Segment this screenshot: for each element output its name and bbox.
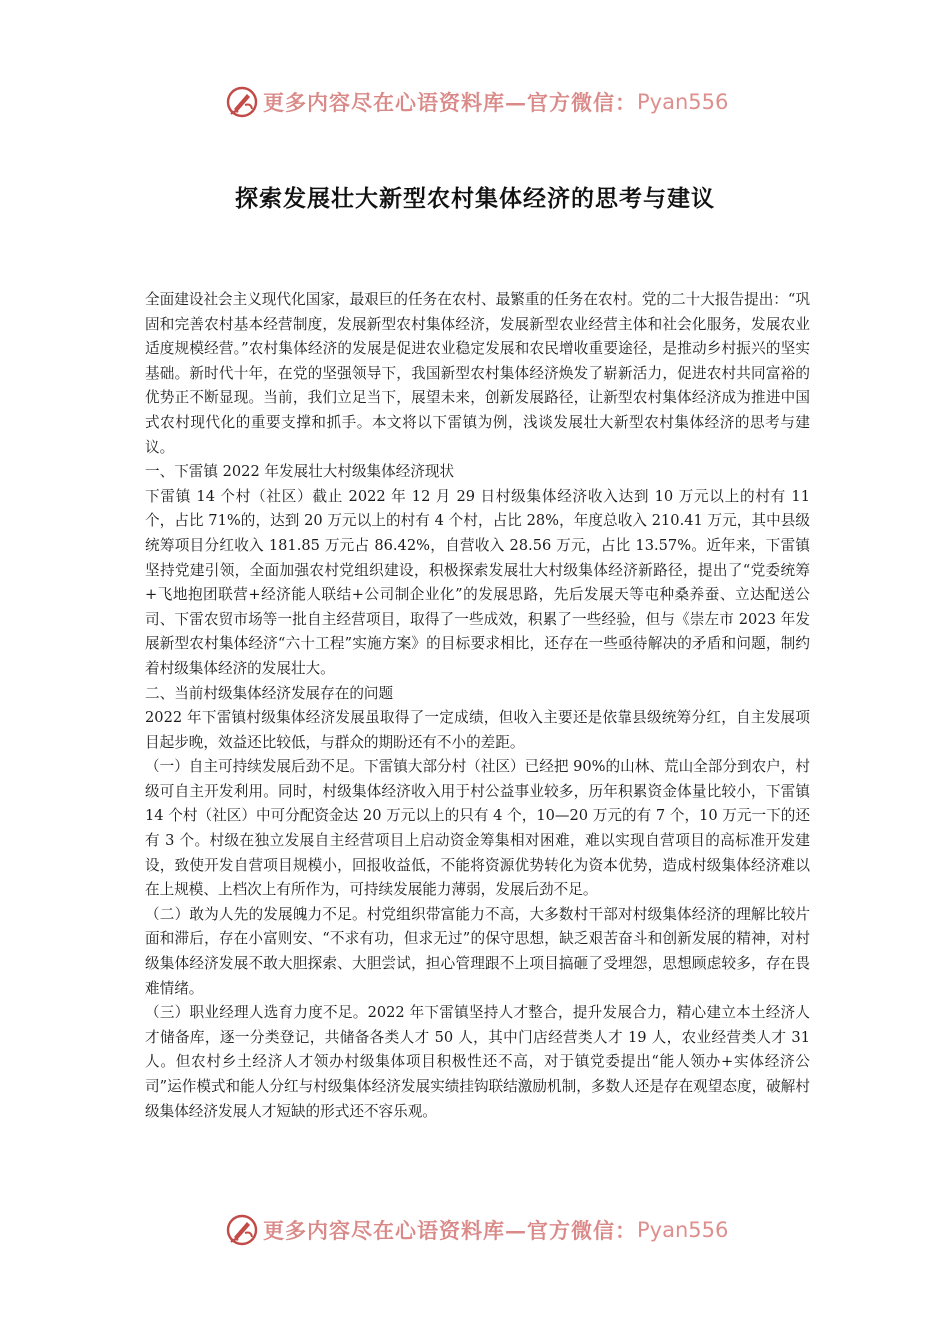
watermark-wechat-id: Pyan556 <box>637 90 729 114</box>
writing-hand-logo-icon <box>225 1213 259 1247</box>
watermark-banner-text: 更多内容尽在心语资料库—官方微信： <box>263 90 637 115</box>
document-title: 探索发展壮大新型农村集体经济的思考与建议 <box>235 185 715 212</box>
watermark-banner-top <box>225 82 728 122</box>
subsection-3-paragraph: （三）职业经理人选育力度不足。2022 年下雷镇坚持人才整合，提升发展合力，精心建立本土经济人才储备库，逐一分类登记，共储备各类人才 50 人，其中门店经营类人才 19 人，农业经营类人才 31 人。但农村乡土经济人才领办村级集体项目积极性还不高，对于镇党委提出“能人领办+实体经济公司”运作模式和能人分红与村级集体经济发展实绩挂钩联结激励机制，多数人还是存在观望态度，破解村级集体经济发展人才短缺的形式还不容乐观。 <box>145 1004 810 1120</box>
document-body <box>145 288 810 1124</box>
intro-paragraph: 全面建设社会主义现代化国家，最艰巨的任务在农村、最繁重的任务在农村。党的二十大报告提出：“巩固和完善农村基本经营制度，发展新型农村集体经济，发展新型农业经营主体和社会化服务，发展农业适度规模经营。”农村集体经济的发展是促进农业稳定发展和农民增收重要途径，是推动乡村振兴的坚实基础。新时代十年，在党的坚强领导下，我国新型农村集体经济焕发了崭新活力，促进农村共同富裕的优势正不断显现。当前，我们立足当下，展望未来，创新发展路径，让新型农村集体经济成为推进中国式农村现代化的重要支撑和抓手。本文将以下雷镇为例，浅谈发展壮大新型农村集体经济的思考与建议。 <box>145 291 810 456</box>
section-2-intro-paragraph: 2022 年下雷镇村级集体经济发展虽取得了一定成绩，但收入主要还是依靠县级统筹分红，自主发展项目起步晚，效益还比较低，与群众的期盼还有不小的差距。 <box>145 709 810 751</box>
subsection-1-paragraph: （一）自主可持续发展后劲不足。下雷镇大部分村（社区）已经把 90%的山林、荒山全部分到农户，村级可自主开发利用。同时，村级集体经济收入用于村公益事业较多，历年积累资金体量比较小，下雷镇 14 个村（社区）中可分配资金达 20 万元以上的只有 4 个，10—20 万元的有 7 个，10 万元一下的还有 3 个。村级在独立发展自主经营项目上启动资金筹集相对困难，难以实现自营项目的高标准开发建设，致使开发自营项目规模小，回报收益低，不能将资源优势转化为资本优势，造成村级集体经济难以在上规模、上档次上有所作为，可持续发展能力薄弱，发展后劲不足。 <box>145 758 810 899</box>
watermark-wechat-id: Pyan556 <box>637 1218 729 1242</box>
section-heading-1: 一、下雷镇 2022 年发展壮大村级集体经济现状 <box>145 463 455 481</box>
watermark-banner-text: 更多内容尽在心语资料库—官方微信： <box>263 1218 637 1243</box>
subsection-2-paragraph: （二）敢为人先的发展魄力不足。村党组织带富能力不高，大多数村干部对村级集体经济的理解比较片面和滞后，存在小富则安、“不求有功，但求无过”的保守思想，缺乏艰苦奋斗和创新发展的精神，对村级集体经济发展不敢大胆探索、大胆尝试，担心管理跟不上项目搞砸了受埋怨，思想顾虑较多，存在畏难情绪。 <box>145 905 810 997</box>
writing-hand-logo-icon <box>225 85 259 119</box>
section-1-paragraph: 下雷镇 14 个村（社区）截止 2022 年 12 月 29 日村级集体经济收入达到 10 万元以上的村有 11 个，占比 71%的，达到 20 万元以上的村有 4 个村，占比 28%，年度总收入 210.41 万元，其中县级统筹项目分红收入 181.85 万元占 86.42%，自营收入 28.56 万元，占比 13.57%。近年来，下雷镇坚持党建引领，全面加强农村党组织建设，积极探索发展壮大村级集体经济新路径，提出了“党委统筹+飞地抱团联营+经济能人联结+公司制企业化”的发展思路，先后发展天等屯种桑养蚕、立达配送公司、下雷农贸市场等一批自主经营项目，取得了一些成效，积累了一些经验，但与《崇左市 2023 年发展新型农村集体经济“六十工程”实施方案》的目标要求相比，还存在一些亟待解决的矛盾和问题，制约着村级集体经济的发展壮大。 <box>145 487 810 677</box>
section-heading-2: 二、当前村级集体经济发展存在的问题 <box>145 684 394 702</box>
watermark-banner-bottom <box>225 1210 728 1250</box>
